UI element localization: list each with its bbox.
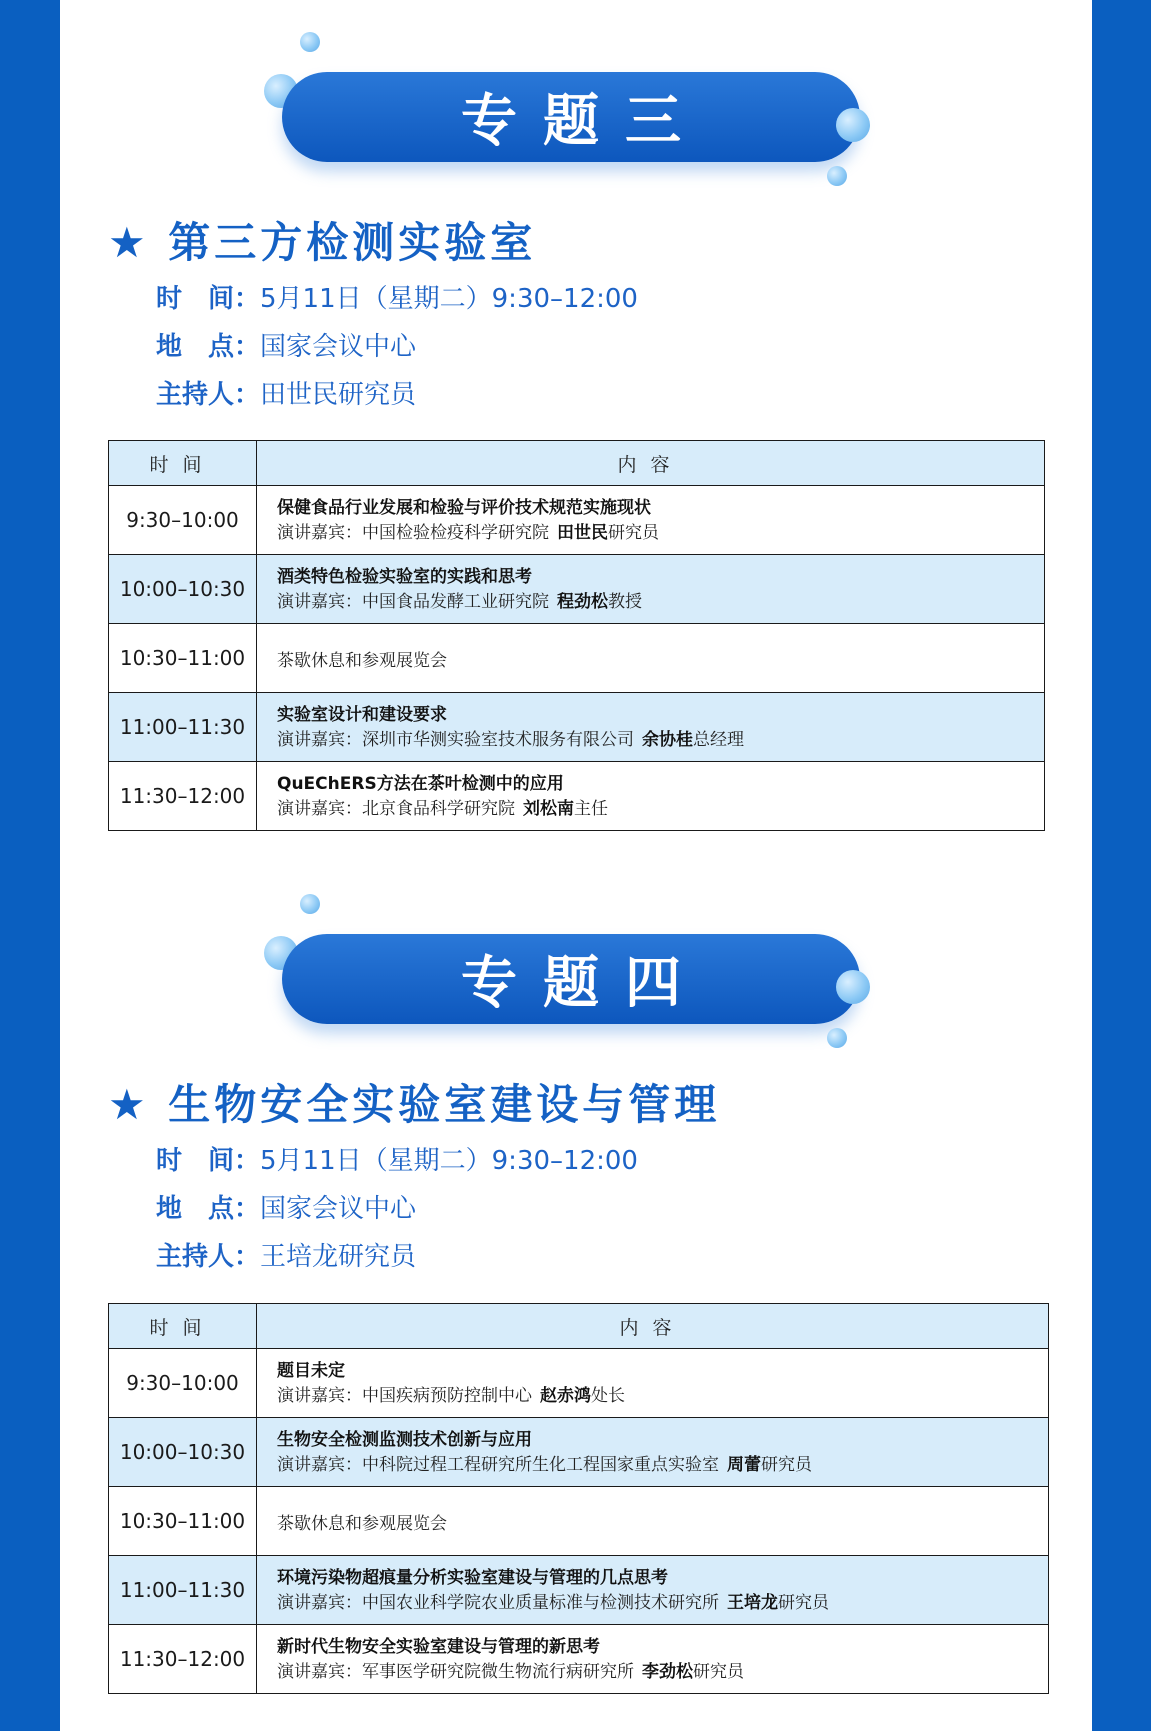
col-header-time: 时间	[109, 1304, 257, 1349]
table-row	[109, 762, 1045, 831]
row-content	[257, 624, 1045, 693]
row-time: 9:30–10:00	[109, 1349, 257, 1418]
speaker-affiliation: 演讲嘉宾：中国检验检疫科学研究院	[277, 523, 549, 543]
talk-speaker	[277, 797, 1044, 821]
speaker-position: 处长	[591, 1386, 625, 1406]
speaker-name: 赵赤鸿	[540, 1386, 591, 1406]
speaker-name: 刘松南	[523, 799, 574, 819]
talk-speaker	[277, 1453, 1048, 1477]
schedule-table	[108, 440, 1045, 831]
col-header-content: 内容	[257, 1304, 1049, 1349]
talk-speaker	[277, 521, 1044, 545]
speaker-affiliation: 演讲嘉宾：深圳市华测实验室技术服务有限公司	[277, 730, 634, 750]
speaker-affiliation: 演讲嘉宾：中科院过程工程研究所生化工程国家重点实验室	[277, 1455, 719, 1475]
banner-title: 专题三	[461, 89, 707, 154]
speaker-affiliation: 演讲嘉宾：中国疾病预防控制中心	[277, 1386, 532, 1406]
info-host-label: 主持人：	[156, 1242, 261, 1272]
info-place	[156, 326, 416, 363]
table-row	[109, 555, 1045, 624]
decor-dot	[827, 166, 847, 186]
decor-dot	[300, 894, 320, 914]
talk-speaker	[277, 1384, 1048, 1408]
row-content	[257, 1625, 1049, 1694]
info-host	[156, 1236, 416, 1273]
row-time: 11:00–11:30	[109, 693, 257, 762]
speaker-name: 王培龙	[727, 1593, 778, 1613]
banner-title: 专题四	[461, 951, 707, 1016]
info-place-value: 国家会议中心	[260, 1194, 417, 1224]
table-row	[109, 1487, 1049, 1556]
break-label: 茶歇休息和参观展览会	[277, 1513, 447, 1534]
table-row	[109, 486, 1045, 555]
table-header	[109, 1304, 1049, 1349]
speaker-position: 教授	[608, 592, 642, 612]
row-content	[257, 1556, 1049, 1625]
talk-speaker	[277, 1591, 1048, 1615]
col-header-time: 时间	[109, 441, 257, 486]
speaker-affiliation: 演讲嘉宾：中国食品发酵工业研究院	[277, 592, 549, 612]
info-place-label: 地 点：	[156, 1194, 261, 1224]
decor-dot	[836, 970, 870, 1004]
info-time-value: 5月11日（星期二）9:30–12:00	[260, 1146, 638, 1176]
speaker-position: 研究员	[608, 523, 659, 543]
talk-title: 生物安全检测监测技术创新与应用	[277, 1430, 532, 1450]
info-place-label: 地 点：	[156, 332, 261, 362]
table-row	[109, 1556, 1049, 1625]
break-label: 茶歇休息和参观展览会	[277, 650, 447, 671]
talk-title: 新时代生物安全实验室建设与管理的新思考	[277, 1637, 600, 1657]
table-row	[109, 1349, 1049, 1418]
table-header	[109, 441, 1045, 486]
info-place-value: 国家会议中心	[260, 332, 417, 362]
talk-speaker	[277, 728, 1044, 752]
speaker-name: 田世民	[557, 523, 608, 543]
row-content	[257, 693, 1045, 762]
row-time: 10:30–11:00	[109, 1487, 257, 1556]
row-time: 10:00–10:30	[109, 555, 257, 624]
col-header-content: 内容	[257, 441, 1045, 486]
table-row	[109, 1418, 1049, 1487]
info-time-label: 时 间：	[156, 284, 261, 314]
row-time: 11:30–12:00	[109, 762, 257, 831]
row-content	[257, 486, 1045, 555]
info-time	[156, 1140, 638, 1177]
talk-speaker	[277, 1660, 1048, 1684]
speaker-position: 研究员	[693, 1662, 744, 1682]
row-time: 9:30–10:00	[109, 486, 257, 555]
row-time: 10:00–10:30	[109, 1418, 257, 1487]
row-content	[257, 762, 1045, 831]
row-content	[257, 1487, 1049, 1556]
section-banner	[282, 72, 860, 162]
decor-dot	[827, 1028, 847, 1048]
table-row	[109, 624, 1045, 693]
row-time: 11:30–12:00	[109, 1625, 257, 1694]
info-host-value: 田世民研究员	[260, 380, 417, 410]
info-host-value: 王培龙研究员	[260, 1242, 417, 1272]
speaker-position: 研究员	[778, 1593, 829, 1613]
info-host	[156, 374, 416, 411]
section-title: ★ 第三方检测实验室	[108, 218, 537, 267]
info-host-label: 主持人：	[156, 380, 261, 410]
row-time: 11:00–11:30	[109, 1556, 257, 1625]
talk-title: 环境污染物超痕量分析实验室建设与管理的几点思考	[277, 1568, 668, 1588]
row-content	[257, 1418, 1049, 1487]
info-time-value: 5月11日（星期二）9:30–12:00	[260, 284, 638, 314]
speaker-position: 研究员	[761, 1455, 812, 1475]
info-time-label: 时 间：	[156, 1146, 261, 1176]
row-content	[257, 1349, 1049, 1418]
talk-title: 题目未定	[277, 1361, 345, 1381]
decor-dot	[836, 108, 870, 142]
schedule-table	[108, 1303, 1049, 1694]
talk-title: 实验室设计和建设要求	[277, 705, 447, 725]
decor-dot	[300, 32, 320, 52]
talk-title: QuEChERS方法在茶叶检测中的应用	[277, 774, 564, 794]
speaker-affiliation: 演讲嘉宾：中国农业科学院农业质量标准与检测技术研究所	[277, 1593, 719, 1613]
speaker-position: 总经理	[693, 730, 744, 750]
speaker-name: 余协桂	[642, 730, 693, 750]
section-title: ★ 生物安全实验室建设与管理	[108, 1080, 721, 1129]
row-content	[257, 555, 1045, 624]
table-row	[109, 1625, 1049, 1694]
speaker-name: 周蕾	[727, 1455, 761, 1475]
info-place	[156, 1188, 416, 1225]
talk-speaker	[277, 590, 1044, 614]
speaker-name: 程劲松	[557, 592, 608, 612]
talk-title: 酒类特色检验实验室的实践和思考	[277, 567, 532, 587]
row-time: 10:30–11:00	[109, 624, 257, 693]
speaker-name: 李劲松	[642, 1662, 693, 1682]
speaker-affiliation: 演讲嘉宾：军事医学研究院微生物流行病研究所	[277, 1662, 634, 1682]
table-row	[109, 693, 1045, 762]
info-time	[156, 278, 638, 315]
talk-title: 保健食品行业发展和检验与评价技术规范实施现状	[277, 498, 651, 518]
speaker-position: 主任	[574, 799, 608, 819]
speaker-affiliation: 演讲嘉宾：北京食品科学研究院	[277, 799, 515, 819]
section-banner	[282, 934, 860, 1024]
